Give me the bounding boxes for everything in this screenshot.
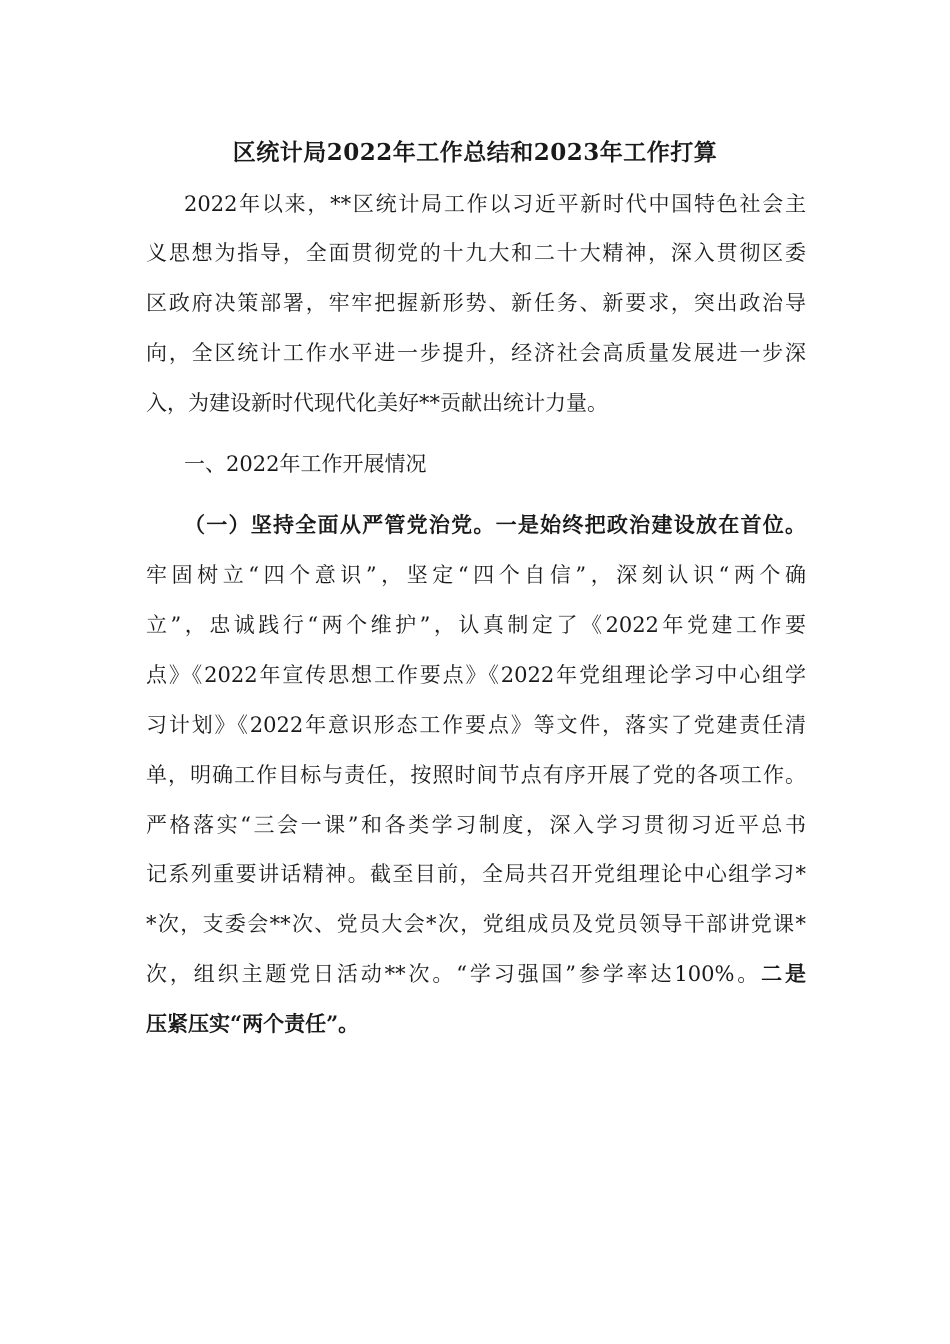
subsection-first-line: （一）坚持全面从严管党治党。一是始终把政治建设放在首位。 [184, 512, 806, 537]
subsection-line-1: 牢固树立“四个意识”，坚定“四个自信”，深刻认识“两个确 [146, 563, 806, 587]
subsection-line-9 [146, 958, 806, 990]
subsection-closing-line: 压紧压实“两个责任”。 [146, 1011, 360, 1036]
subsection-line-8: *次，支委会**次、党员大会*次，党组成员及党员领导干部讲党课* [146, 912, 806, 936]
subsection-line-7: 记系列重要讲话精神。截至目前，全局共召开党组理论中心组学习* [146, 862, 806, 886]
intro-line-1: 2022年以来，**区统计局工作以习近平新时代中国特色社会主 [184, 192, 806, 216]
intro-line-3: 区政府决策部署，牢牢把握新形势、新任务、新要求，突出政治导 [146, 291, 806, 315]
intro-line-2: 义思想为指导，全面贯彻党的十九大和二十大精神，深入贯彻区委 [146, 241, 806, 265]
document-title: 区统计局2022年工作总结和2023年工作打算 [232, 139, 718, 166]
subsection-line-2: 立”，忠诚践行“两个维护”，认真制定了《2022年党建工作要 [146, 613, 806, 637]
intro-line-4: 向，全区统计工作水平进一步提升，经济社会高质量发展进一步深 [146, 341, 806, 365]
intro-line-5: 入，为建设新时代现代化美好**贡献出统计力量。 [146, 391, 608, 415]
subsection-line-9-bold-tail: 二是 [761, 961, 806, 986]
subsection-line-9-text: 次，组织主题党日活动**次。“学习强国”参学率达100%。 [146, 962, 762, 986]
subsection-line-4: 习计划》《2022年意识形态工作要点》等文件，落实了党建责任清 [146, 713, 806, 737]
section-heading: 一、2022年工作开展情况 [184, 452, 427, 476]
subsection-line-6: 严格落实“三会一课”和各类学习制度，深入学习贯彻习近平总书 [146, 813, 806, 837]
subsection-line-3: 点》《2022年宣传思想工作要点》《2022年党组理论学习中心组学 [146, 663, 806, 687]
subsection-line-5: 单，明确工作目标与责任，按照时间节点有序开展了党的各项工作。 [146, 763, 806, 787]
